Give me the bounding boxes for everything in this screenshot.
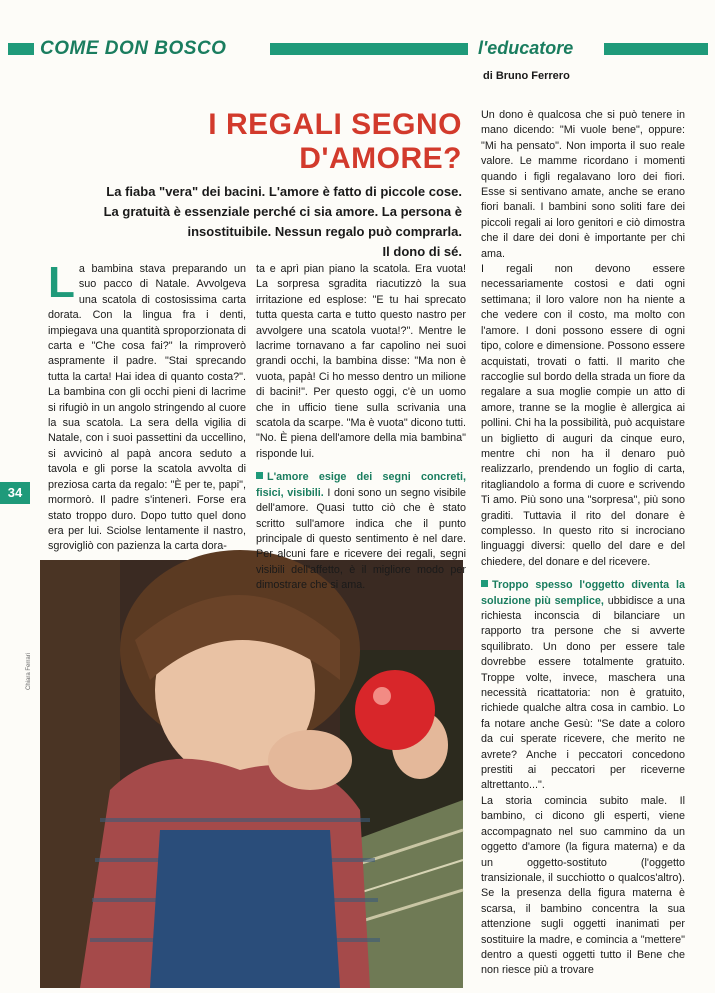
col3-text-3: ubbidisce a una richiesta inconscia di bilanciare un rapporto tra persone che si avverte squilibrato. Un dono per essere tale dovrebbe essere totalmente gratuito. Troppe volte, invece, maschera una necessità ricattatoria: non è gratuito, richiede qualche altra cosa in cambio. Lo fa notare anche Gesù: "Se date a coloro da cui sperate ricevere, che merito ne avrete? Anche i peccatori concedono prestiti ai peccatori per riceverne altrettanto...". [481,594,685,792]
column-label: l'educatore [478,38,574,58]
subtitle-line-3: insostituibile. Nessun regalo può comprarla. [187,224,462,239]
header-bar-right [604,43,708,55]
col3-subhead: Troppo spesso l'oggetto diventa la soluzione più semplice, [481,579,685,607]
title-line-1: I REGALI SEGNO [208,108,462,141]
col3-paragraph-2: I regali non devono essere necessariamente costosi e dati ogni settimana; il loro valore non ha niente a che vedere con il costo, ma molto con l'amore. I doni possono essere di ogni tipo, colore e dimensione. Possono essere acquistati, trovati o fatti. Il marito che raccoglie sul bordo della strada un fiore da regalare a sua moglie compie un atto di amore, tranne se la moglie è allergica ai pollini. Chi ha la possibilità, può acquistare un biglietto di auguri da cinque euro, mentre chi non ha il denaro può realizzarlo, prendendo un foglio di carta, ritagliandolo a forma di cuore e scrivendo Ti amo. Più sono una "sorpresa", più sono graditi. Tuttavia il rito del donare è complesso. In questo rito si incrociano linguaggi diversi: quello del dare e del chiedere, del donare e del ricevere. [481,263,685,568]
header-bar-left [8,43,34,55]
article-column-2 [256,262,466,594]
col2-paragraph-1: ta e aprì pian piano la scatola. Era vuota! La sorpresa sgradita riacutizzò la sua irritazione ed esplose: "E tu hai sprecato tutta questa carta e tutto questo nastro per avvolgere una scatola vuota!?". Mentre le lacrime tornavano a far capolino nei suoi grandi occhi, la bambina disse: "Ma non è vuota, papà! Ci ho messo dentro un milione di bacini!". Per questo oggi, c'è un uomo che in ufficio tiene sulla scrivania una scatola da scarpe. "Ma è vuota" dicono tutti. "No. È piena dell'amore della mia bambina" risponde lui. [256,263,466,460]
col3-paragraph-3 [481,578,685,794]
square-bullet-icon [256,472,263,479]
child-with-ornament-photo [40,560,463,988]
title-line-2: D'AMORE? [299,142,462,175]
page-number: 34 [0,482,30,504]
col2-text-2: I doni sono un segno visibile dell'amore. Quasi tutto ciò che è stato scritto sull'amore indica che il punto principale di questo sentimento è nel dare. Per alcuni fare e ricevere dei regali, segni visibili dell'affetto, è il migliore modo per dimostrare che si ama. [256,486,466,592]
col3-paragraph-4: La storia comincia subito male. Il bambino, ci dicono gli esperti, viene accompagnato nel suo cammino da un oggetto d'amore (la figura materna) e da un oggetto-sostituto (l'oggetto transizionale, il succhiotto o qualcos'altro). Se la presenza della figura materna è scarsa, il bambino concentra la sua attenzione sugli oggetti inanimati per sostituire la madre, e comincia a "mettere" dentro a questi oggetti tutto il Bene che non riesce più a trovare [481,794,685,977]
section-header [8,38,468,60]
subtitle-line-4: Il dono di sé. [382,244,462,259]
photo-illustration [40,560,463,988]
photo-credit: Chiara Ferrari [26,652,32,690]
subtitle-line-1: La fiaba "vera" dei bacini. L'amore è fatto di piccole cose. [106,184,462,199]
col2-paragraph-2 [256,470,466,593]
col2-subhead: L'amore esige dei segni concreti, fisici, visibili. [256,471,466,499]
column-header [478,38,708,60]
square-bullet-icon [481,580,488,587]
section-label: COME DON BOSCO [40,38,227,59]
article-column-3 [481,108,685,979]
article-column-1 [48,258,246,554]
subtitle-line-2: La gratuità è essenziale perché ci sia amore. La persona è [103,204,462,219]
col3-paragraph-1: Un dono è qualcosa che si può tenere in mano dicendo: "Mi vuole bene", oppure: "Mi ha pensato". Non importa il suo reale valore. Le mamme ricordano i momenti quando i figli regalavano loro dei fiori. Esse si sentivano amate, anche se erano fiori banali. I bambini sono soliti fare dei piccoli regali ai loro genitori e ciò dimostra che il dare dei doni è importante per chi ama. [481,109,685,260]
article-subtitle [60,182,462,262]
dropcap: L [48,258,75,307]
header-bar-middle [270,43,468,55]
author-byline: di Bruno Ferrero [483,70,570,82]
article-title [150,108,462,176]
col1-text: a bambina stava preparando un suo pacco di Natale. Avvolgeva una scatola di costosissima carta dorata. Con la lingua fra i denti, impiegava una quantità sproporzionata di carta e "Che cosa fai?" la rimproverò aspramente il padre. "Stai sprecando tutta la carta! Hai idea di quanto costa?". La bambina con gli occhi pieni di lacrime si rifugiò in un angolo stringendo al cuore la sua scatola. La sera della vigilia di Natale, con i suoi passettini da uccellino, si avvicinò al papà ancora seduto a tavola e gli porse la scatola avvolta di preziosa carta da regalo: "È per te, papi", mormorò. Il padre s'intenerì. Forse era stato troppo duro. Dopo tutto quel dono era per lui. Sciolse lentamente il nastro, sgrovigliò con pazienza la carta dora- [48,263,246,553]
